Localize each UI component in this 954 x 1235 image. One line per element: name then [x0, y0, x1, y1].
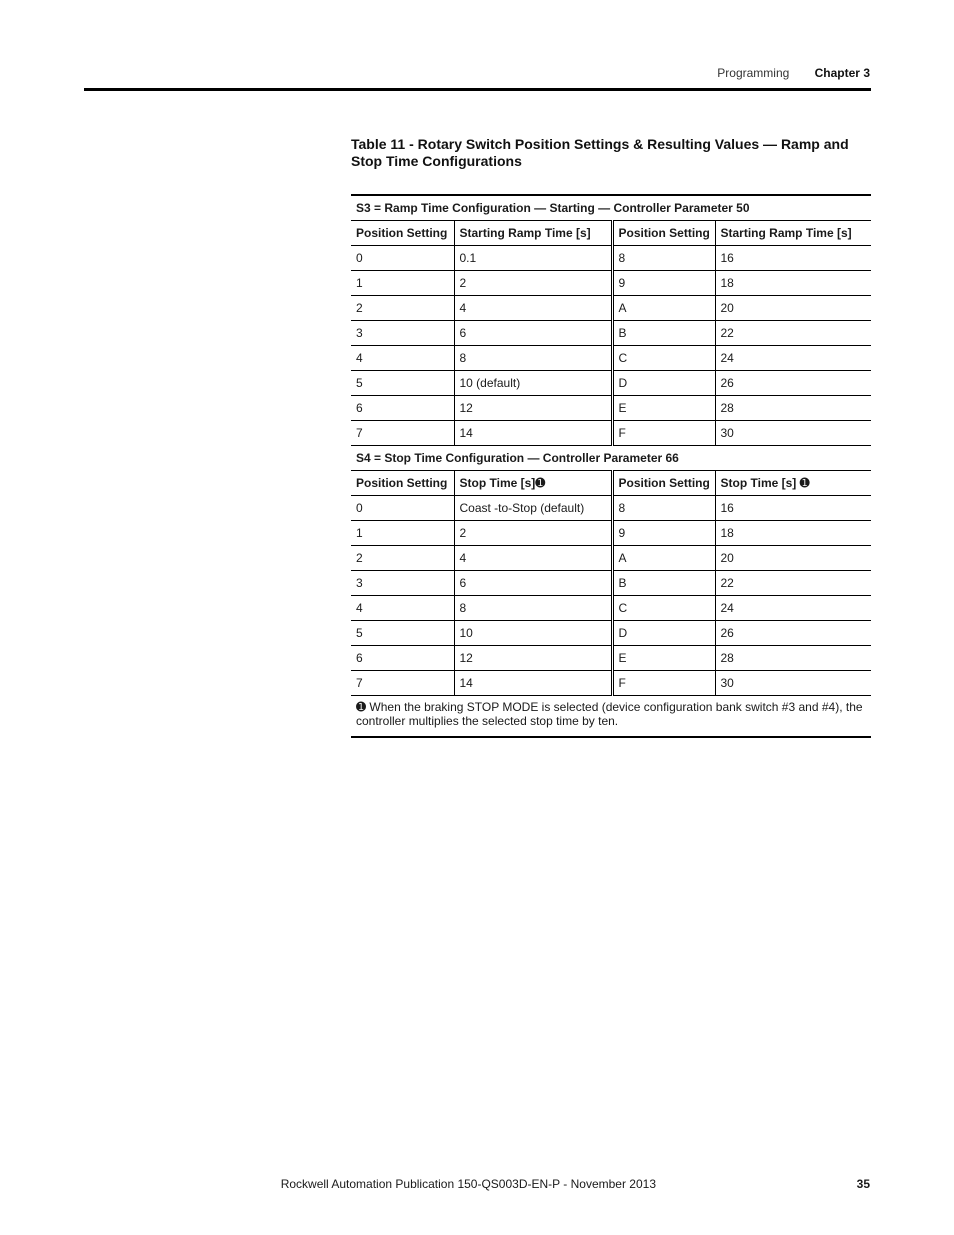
- table-cell: 28: [715, 646, 871, 671]
- column-header: Stop Time [s] ➊: [715, 471, 871, 496]
- table-cell: E: [612, 646, 715, 671]
- header-rule: [84, 88, 871, 91]
- table-row: [351, 521, 871, 546]
- publication-info: Rockwell Automation Publication 150-QS003D-EN-P - November 2013: [280, 1177, 656, 1191]
- table-cell: 6: [351, 396, 454, 421]
- table-footnote: ➊ When the braking STOP MODE is selected (device configuration bank switch #3 and #4), the controller multiplies the selected stop time by ten.: [351, 696, 871, 738]
- running-header: [717, 66, 870, 80]
- table-cell: F: [612, 421, 715, 446]
- column-header: Position Setting: [351, 221, 454, 246]
- table-cell: 22: [715, 571, 871, 596]
- column-header: Stop Time [s]➊: [454, 471, 612, 496]
- table-row: [351, 321, 871, 346]
- table-cell: D: [612, 621, 715, 646]
- table-cell: 30: [715, 421, 871, 446]
- table-cell: 30: [715, 671, 871, 696]
- s3-section: [351, 195, 871, 446]
- s3-header-row: [351, 221, 871, 246]
- table-cell: 8: [612, 496, 715, 521]
- table-cell: 20: [715, 546, 871, 571]
- table-cell: 2: [351, 296, 454, 321]
- table-cell: 4: [454, 296, 612, 321]
- table-cell: A: [612, 546, 715, 571]
- table-cell: 2: [454, 271, 612, 296]
- table-cell: 14: [454, 421, 612, 446]
- table-row: [351, 671, 871, 696]
- table-row: [351, 296, 871, 321]
- table-cell: 24: [715, 596, 871, 621]
- table-cell: A: [612, 296, 715, 321]
- table-cell: 22: [715, 321, 871, 346]
- table-cell: 12: [454, 396, 612, 421]
- table-cell: 2: [454, 521, 612, 546]
- column-header: Position Setting: [612, 221, 715, 246]
- table-cell: B: [612, 321, 715, 346]
- table-cell: 9: [612, 271, 715, 296]
- table-cell: 12: [454, 646, 612, 671]
- s3-section-title: S3 = Ramp Time Configuration — Starting — Controller Parameter 50: [351, 195, 871, 221]
- table-cell: 18: [715, 521, 871, 546]
- table-cell: 24: [715, 346, 871, 371]
- table-caption: Table 11 - Rotary Switch Position Settings & Resulting Values — Ramp and Stop Time Configurations: [351, 136, 849, 169]
- table-row: [351, 396, 871, 421]
- column-header: Starting Ramp Time [s]: [715, 221, 871, 246]
- column-header: Position Setting: [351, 471, 454, 496]
- table-cell: 10: [454, 621, 612, 646]
- table-row: [351, 346, 871, 371]
- table-row: [351, 571, 871, 596]
- table-row: [351, 596, 871, 621]
- table-cell: 10 (default): [454, 371, 612, 396]
- table-cell: 4: [351, 346, 454, 371]
- table-row: [351, 246, 871, 271]
- table-cell: B: [612, 571, 715, 596]
- table-cell: 0: [351, 496, 454, 521]
- page-number: 35: [856, 1177, 870, 1191]
- column-header: Position Setting: [612, 471, 715, 496]
- table-cell: 0: [351, 246, 454, 271]
- table-cell: 9: [612, 521, 715, 546]
- s4-section: [351, 446, 871, 738]
- table-row: [351, 371, 871, 396]
- table-cell: 20: [715, 296, 871, 321]
- table-cell: 2: [351, 546, 454, 571]
- table-cell: 26: [715, 371, 871, 396]
- table-cell: F: [612, 671, 715, 696]
- table-cell: 28: [715, 396, 871, 421]
- table-cell: 7: [351, 421, 454, 446]
- s4-section-title-row: [351, 446, 871, 471]
- table-cell: 1: [351, 271, 454, 296]
- table-cell: 3: [351, 321, 454, 346]
- header-section-name: Programming: [717, 66, 790, 80]
- table-cell: 1: [351, 521, 454, 546]
- table-cell: 16: [715, 496, 871, 521]
- table-row: [351, 496, 871, 521]
- table-cell: 6: [351, 646, 454, 671]
- table-cell: 5: [351, 621, 454, 646]
- table-row: [351, 646, 871, 671]
- table-cell: 18: [715, 271, 871, 296]
- table-row: [351, 421, 871, 446]
- rotary-switch-table: [351, 194, 871, 738]
- table-cell: 0.1: [454, 246, 612, 271]
- table-row: [351, 271, 871, 296]
- table-cell: 4: [351, 596, 454, 621]
- s4-header-row: [351, 471, 871, 496]
- table-cell: 8: [612, 246, 715, 271]
- column-header: Starting Ramp Time [s]: [454, 221, 612, 246]
- footnote-row: [351, 696, 871, 738]
- table-cell: 26: [715, 621, 871, 646]
- table-cell: 6: [454, 321, 612, 346]
- table-cell: C: [612, 596, 715, 621]
- table-row: [351, 621, 871, 646]
- table-cell: 5: [351, 371, 454, 396]
- table-cell: E: [612, 396, 715, 421]
- table-cell: 7: [351, 671, 454, 696]
- table-cell: 6: [454, 571, 612, 596]
- table-cell: 14: [454, 671, 612, 696]
- table-cell: 8: [454, 596, 612, 621]
- table-cell: D: [612, 371, 715, 396]
- table-cell: Coast -to-Stop (default): [454, 496, 612, 521]
- table-cell: 16: [715, 246, 871, 271]
- header-chapter: Chapter 3: [814, 66, 870, 80]
- table-row: [351, 546, 871, 571]
- s3-section-title-row: [351, 195, 871, 221]
- table-cell: 3: [351, 571, 454, 596]
- table-cell: 8: [454, 346, 612, 371]
- s4-section-title: S4 = Stop Time Configuration — Controller Parameter 66: [351, 446, 871, 471]
- table-cell: 4: [454, 546, 612, 571]
- table-cell: C: [612, 346, 715, 371]
